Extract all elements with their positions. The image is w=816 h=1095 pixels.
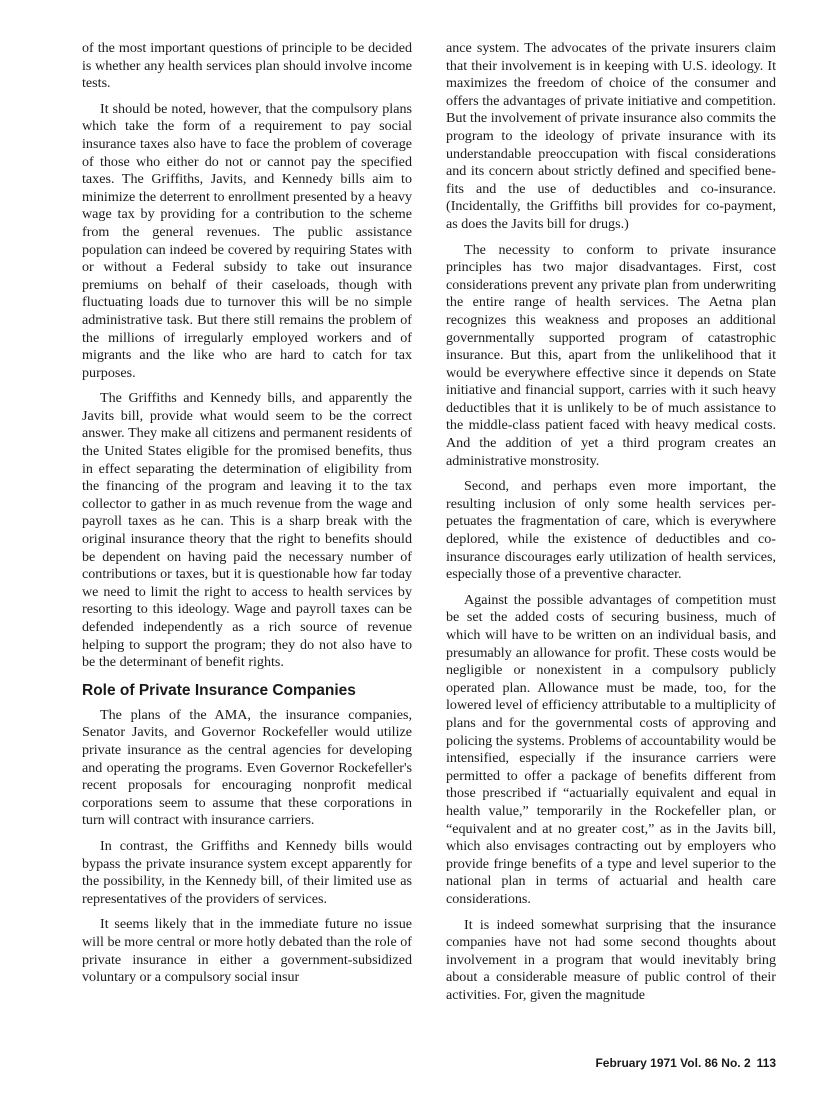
- paragraph: It is indeed somewhat surprising that the insurance companies have not had some second thoughts about involvement in a program that would inevitably bring about a considerable measure of public control of their activities. For, given the magnitude: [446, 916, 776, 1003]
- paragraph: The necessity to conform to private insurance principles has two major disadvantages. First, cost considerations prevent any private plan from underwriting the entire range of health services. The Aetna plan recognizes this weakness and proposes an additional governmentally supported program of catastrophic insurance. But this, apart from the unlikelihood that it would be everywhere effective since it depends on State initiative and financial support, carries with it such heavy deductibles that it is unlikely to be of much assistance to the middle-class patient faced with heavy medical costs. And the addition of yet a third program creates an administrative monstrosity.: [446, 241, 776, 469]
- paragraph: Second, and perhaps even more important, the resulting inclusion of only some health services perpetuates the fragmentation of care, which is everywhere deplored, while the existence of deductibles and co-insurance discourages early utilization of health services, especially those of a preventive character.: [446, 478, 776, 583]
- page-footer: [520, 1056, 776, 1070]
- paragraph: In contrast, the Griffiths and Kennedy bills would bypass the private insurance system except apparently for the possibility, in the Kennedy bill, of their limited use as representatives of the providers of services.: [82, 837, 412, 907]
- section-heading: Role of Private Insurance Companies: [82, 681, 356, 699]
- paragraph: It seems likely that in the immediate future no issue will be more central or more hotly debated than the role of private insurance in either a government-subsidized voluntary or a compulsory social insur: [82, 916, 412, 986]
- issue-info: February 1971 Vol. 86 No. 2: [595, 1056, 751, 1070]
- paragraph: The Griffiths and Kennedy bills, and apparently the Javits bill, provide what would seem to be the correct answer. They make all citizens and permanent residents of the United States eligible for the promised benefits, thus in effect separating the determination of eligibility from the financing of the program and leaving it to the tax collector to gather in as much revenue from the wage and payroll taxes as he can. This is a sharp break with the original insurance theory that the right to benefits should be dependent on having paid the necessary number of contributions or taxes, but it is questionable how far today we need to limit the right to access to health services by resorting to this ideology. Wage and payroll taxes can be defended independently as a rich source of revenue helping to support the program; they do not also have to be the determinant of benefit rights.: [82, 390, 412, 671]
- page-number: 113: [756, 1056, 776, 1070]
- paragraph: It should be noted, however, that the compulsory plans which take the form of a requirement to pay social insurance taxes also have to face the problem of coverage of those who either do not or cannot pay the specified taxes. The Griffiths, Javits, and Kennedy bills aim to minimize the deterrent to enrollment presented by a heavy wage tax by providing for a contribution to the scheme from the general revenues. The public assistance population can indeed be covered by requiring States with or without a Federal subsidy to take out insurance premiums on behalf of their caseloads, though with fluctuating loads due to turnover this will be no simple administrative task. But there still remains the problem of the millions of irregularly employed workers and of migrants and the like who are hard to catch for tax purposes.: [82, 100, 412, 381]
- paragraph: The plans of the AMA, the insurance companies, Senator Javits, and Governor Rockefeller would utilize private insurance as the central agencies for developing and operating the programs. Even Governor Rockefeller's recent proposals for encouraging nonprofit medical corporations seem to assume that these corporations in turn will contract with insurance carriers.: [82, 706, 412, 829]
- right-column: [446, 40, 776, 1012]
- paragraph: ance system. The advocates of the private insurers claim that their involvement is in keeping with U.S. ideology. It maximizes the freedom of choice of the consumer and offers the advantages of private initiative and competition. But the involvement of private insurance also commits the program to the ideology of private insurance with its understandable preoccupation with fiscal considerations and its concern about strictly defined and specified benefits and the use of deductibles and co-insurance. (Incidentally, the Griffiths bill provides for co-payment, as does the Javits bill for drugs.): [446, 40, 776, 232]
- left-column: [82, 40, 412, 995]
- paragraph: Against the possible advantages of competition must be set the added costs of securing business, much of which will have to be written on an individual basis, and presumably an allowance for profit. These costs would be negligible or nonexistent in a compulsory publicly operated plan. Allowance must be made, too, for the lowered level of efficiency attributable to a multiplicity of plans and for the governmental costs of approving and policing the systems. Problems of accountability would be intensified, especially if the insurance carriers were permitted to offer a package of benefits different from those prescribed if “actuarially equivalent and equal in health value,” temporarily in the Rockefeller plan, or “equivalent and at no greater cost,” as in the Javits bill, which also envisages contracting out by employers who provide fringe benefits of a type and level superior to the national plan in terms of actuarial and health care considerations.: [446, 591, 776, 907]
- paragraph: of the most important questions of principle to be decided is whether any health services plan should involve income tests.: [82, 40, 412, 92]
